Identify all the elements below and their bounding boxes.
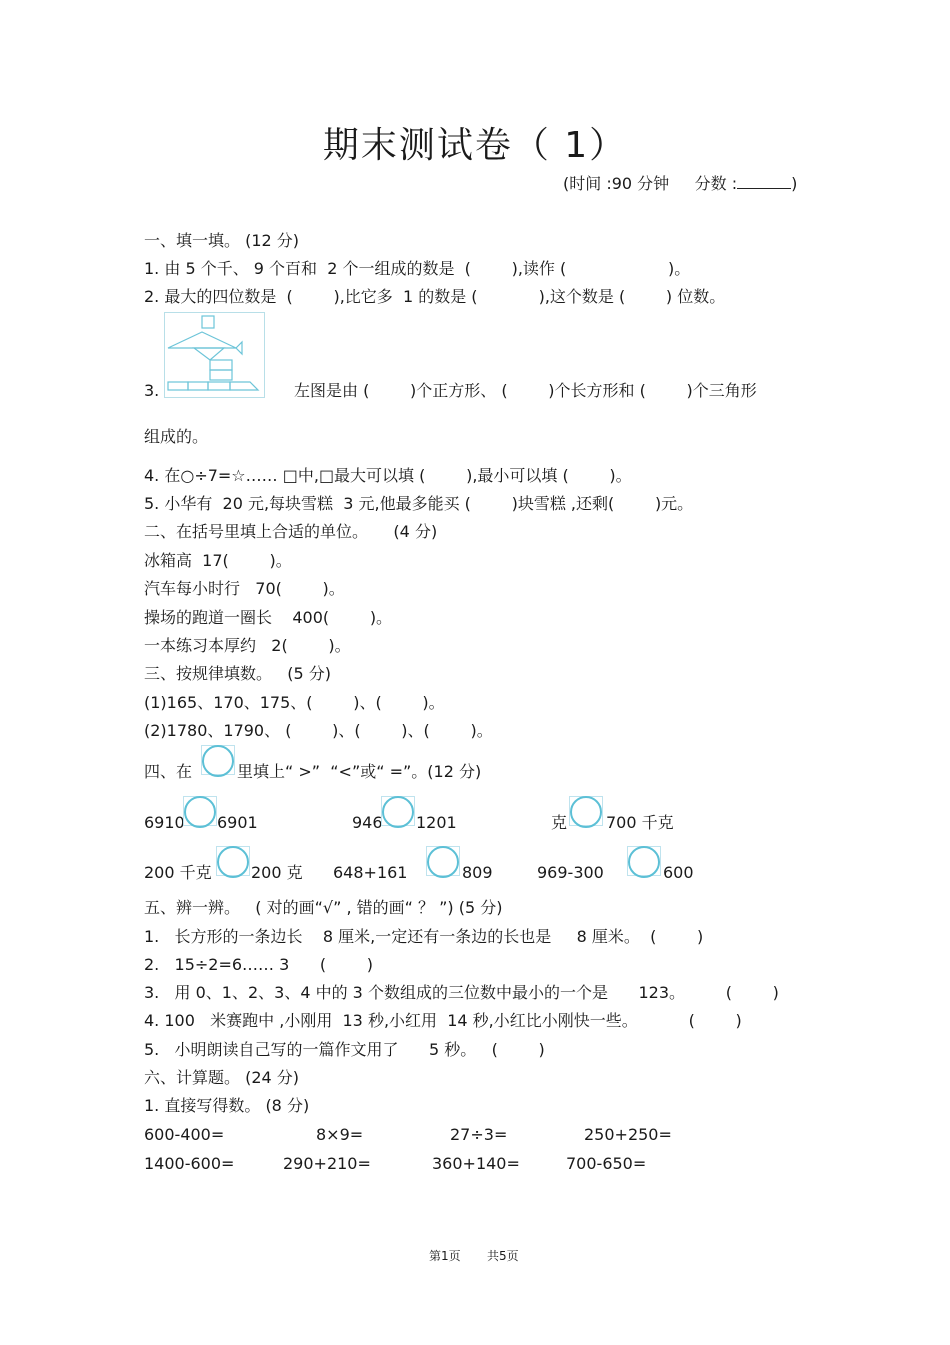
figure-triangle-roof [168,332,236,348]
compare-right: 200 克 [251,863,303,882]
s3-item: (1)165、170、175、( )、( )。 [144,693,445,712]
compare-left: 6910 [144,813,185,832]
s1-question-2: 2. 最大的四位数是 ( ),比它多 1 的数是 ( ),这个数是 ( ) 位数。 [144,287,726,306]
score-blank[interactable] [737,174,791,189]
s1-question-3-number: 3. [144,381,160,400]
s1-question-4: 4. 在○÷7=☆…… □中,□最大可以填 ( ),最小可以填 ( )。 [144,466,632,485]
s2-item: 一本练习本厚约 2( )。 [144,636,351,655]
s2-item: 汽车每小时行 70( )。 [144,579,345,598]
figure-triangle-flag [236,342,242,354]
s2-item: 冰箱高 17( )。 [144,551,292,570]
compare-circle-input[interactable] [427,846,459,878]
s6-subheading: 1. 直接写得数。 (8 分) [144,1096,310,1115]
compare-right: 809 [462,863,493,882]
compare-circle-input[interactable] [184,796,216,828]
s2-item: 操场的跑道一圈长 400( )。 [144,608,393,627]
compare-left: 200 千克 [144,863,212,882]
figure-rect-4 [188,382,208,390]
section1-heading: 一、填一填。 (12 分) [144,231,300,250]
compare-right: 700 千克 [606,813,674,832]
s5-item: 4. 100 米赛跑中 ,小刚用 13 秒,小红用 14 秒,小红比小刚快一些。 ( ) [144,1011,742,1030]
calc-item: 27÷3= [450,1125,508,1144]
exam-meta [563,174,797,194]
footer-page-number: 第1页 [429,1249,461,1263]
calc-item: 1400-600= [144,1154,235,1173]
page-title: 期末测试卷（ 1） [322,125,628,166]
figure-rect-1 [210,360,232,370]
compare-circle-input[interactable] [217,846,249,878]
figure-triangle-mid [194,348,224,360]
calc-item: 360+140= [432,1154,520,1173]
tangram-figure [164,312,265,398]
section6-heading: 六、计算题。 (24 分) [144,1068,300,1087]
figure-rect-3 [168,382,188,390]
calc-item: 700-650= [566,1154,647,1173]
figure-rect-2 [210,370,232,380]
score-close: ) [791,174,798,193]
section3-heading: 三、按规律填数。 (5 分) [144,664,332,683]
compare-circle-icon [202,745,234,777]
figure-rect-5 [208,382,230,390]
s5-item: 3. 用 0、1、2、3、4 中的 3 个数组成的三位数中最小的一个是 123。 ( ) [144,983,779,1002]
s5-item: 5. 小明朗读自己写的一篇作文用了 5 秒。 ( ) [144,1040,545,1059]
compare-circle-input[interactable] [570,796,602,828]
score-label: 分数 : [694,174,738,193]
calc-item: 8×9= [316,1125,364,1144]
s1-question-5: 5. 小华有 20 元,每块雪糕 3 元,他最多能买 ( )块雪糕 ,还剩( )元。 [144,494,694,513]
calc-item: 250+250= [584,1125,672,1144]
section5-heading: 五、辨一辨。 ( 对的画“√” , 错的画“ ？ ”) (5 分) [144,898,503,917]
section4-heading-pre: 四、在 [144,762,193,781]
time-limit: (时间 :90 分钟 [563,174,670,193]
footer-total-pages: 共5页 [487,1249,519,1263]
figure-triangle-base [230,382,258,390]
figure-square-top [202,316,214,328]
compare-circle-input[interactable] [628,846,660,878]
s5-item: 2. 15÷2=6…… 3 ( ) [144,955,374,974]
compare-left: 946 [352,813,383,832]
section4-heading-post: 里填上“ >” “<”或“ =”。(12 分) [237,762,482,781]
s1-question-1: 1. 由 5 个千、 9 个百和 2 个一组成的数是 ( ),读作 ( )。 [144,259,691,278]
compare-right: 600 [663,863,694,882]
compare-right: 6901 [217,813,258,832]
compare-right: 1201 [416,813,457,832]
compare-left: 648+161 [333,863,408,882]
compare-left: 969-300 [537,863,604,882]
s3-item: (2)1780、1790、 ( )、( )、( )。 [144,721,493,740]
compare-left: 克 [551,813,568,832]
section2-heading: 二、在括号里填上合适的单位。 (4 分) [144,522,438,541]
compare-circle-input[interactable] [382,796,414,828]
s5-item: 1. 长方形的一条边长 8 厘米,一定还有一条边的长也是 8 厘米。 ( ) [144,927,704,946]
calc-item: 600-400= [144,1125,225,1144]
s1-question-3: 左图是由 ( )个正方形、 ( )个长方形和 ( )个三角形 [294,381,757,400]
s1-question-3-cont: 组成的。 [144,427,209,446]
calc-item: 290+210= [283,1154,371,1173]
